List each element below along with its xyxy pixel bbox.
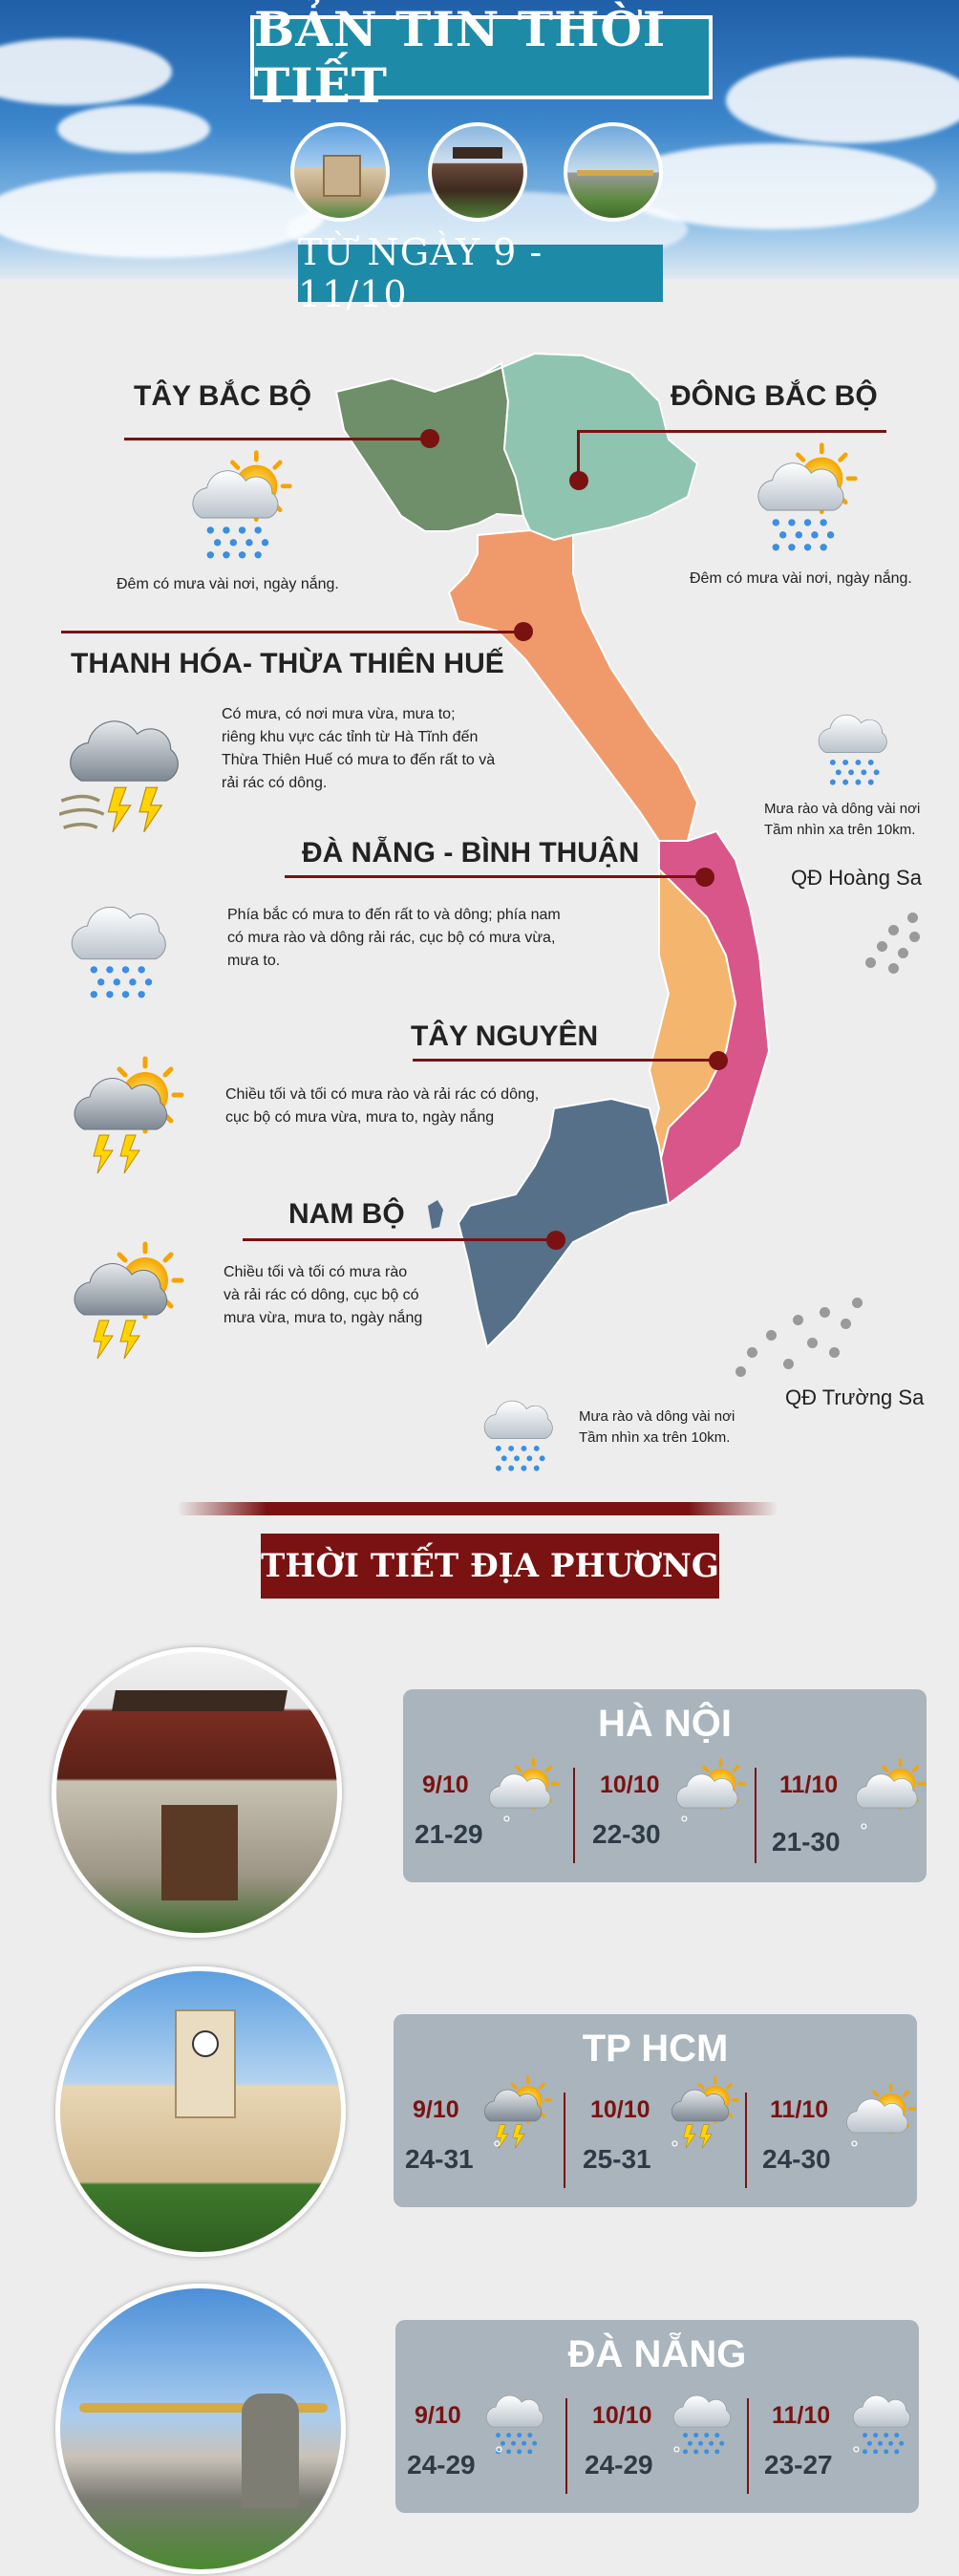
forecast-day (573, 2393, 745, 2498)
degree-symbol: ° (860, 1819, 868, 1843)
city-card-tp-hcm (394, 2014, 917, 2207)
forecast-temp: 24-31 (405, 2144, 474, 2174)
storm-wind-icon (59, 694, 193, 839)
region-marker (514, 622, 533, 641)
forecast-day (581, 1762, 753, 1867)
leader-line (61, 631, 522, 633)
truong-sa-island (820, 1307, 830, 1318)
leader-line (285, 875, 705, 878)
degree-symbol: ° (671, 2136, 679, 2160)
degree-symbol: ° (852, 2442, 861, 2466)
hoang-sa-island (865, 957, 876, 968)
island-label-truong-sa: QĐ Trường Sa (785, 1385, 925, 1409)
region-marker (695, 868, 714, 887)
sun-rain-icon (735, 441, 869, 556)
sun-cloud-icon (485, 1752, 562, 1815)
forecast-date: 10/10 (590, 2096, 650, 2123)
region-marker (569, 471, 588, 490)
region-title-nam-bo: NAM BỘ (288, 1198, 405, 1230)
degree-symbol: ° (502, 1812, 511, 1835)
hoang-sa-island (898, 948, 908, 958)
region-title-tay-bac-bo: TÂY BẮC BỘ (134, 380, 312, 412)
heavy-rain-icon (57, 889, 183, 1003)
rain-icon (804, 698, 904, 789)
degree-symbol: ° (672, 2442, 681, 2466)
island-desc-truong-sa: Mưa rào và dông vài nơi Tầm nhìn xa trên 10km. (579, 1408, 735, 1446)
region-title-dong-bac-bo: ĐÔNG BẮC BỘ (671, 380, 878, 412)
truong-sa-island (793, 1315, 803, 1325)
hoang-sa-island (877, 941, 887, 952)
truong-sa-island (735, 1366, 746, 1377)
region-desc-tay-bac-bo: Đêm có mưa vài nơi, ngày nắng. (117, 576, 339, 592)
forecast-day (760, 1762, 932, 1867)
forecast-day (751, 2087, 923, 2192)
degree-symbol: ° (495, 2442, 503, 2466)
sun-thunderstorm-icon (55, 1055, 189, 1179)
region-title-thanh-hoa-hue: THANH HÓA- THỪA THIÊN HUẾ (71, 648, 504, 679)
truong-sa-island (829, 1347, 840, 1358)
date-range: TỪ NGÀY 9 - 11/10 (298, 231, 543, 315)
city-name: HÀ NỘI (598, 1703, 732, 1745)
region-marker (420, 429, 439, 448)
sun-cloud-icon (672, 1752, 749, 1815)
rain-icon (478, 2381, 554, 2458)
leader-line (577, 430, 886, 433)
forecast-day (403, 1762, 575, 1867)
forecast-date: 9/10 (422, 1771, 469, 1798)
forecast-date: 10/10 (600, 1771, 660, 1798)
region-desc-thanh-hoa-hue: Có mưa, có nơi mưa vừa, mưa to; riêng khu vực các tỉnh từ Hà Tĩnh đến Thừa Thiên Huế có mưa to đến rất to và rải rác có dông. (222, 706, 496, 791)
page-title: BẢN TIN THỜI TIẾT (254, 1, 667, 114)
map-region-phu-quoc (428, 1200, 443, 1229)
forecast-day (394, 2087, 565, 2192)
region-marker (546, 1231, 565, 1250)
degree-symbol: ° (493, 2136, 501, 2160)
hoang-sa-island (888, 925, 899, 935)
region-desc-dong-bac-bo: Đêm có mưa vài nơi, ngày nắng. (690, 570, 912, 587)
forecast-temp: 21-30 (772, 1827, 841, 1857)
forecast-temp: 24-29 (407, 2450, 476, 2479)
column-separator (755, 1768, 757, 1863)
truong-sa-island (852, 1298, 863, 1308)
column-separator (745, 2093, 747, 2188)
forecast-date: 11/10 (770, 2096, 829, 2123)
column-separator (747, 2398, 749, 2494)
forecast-temp: 21-29 (415, 1819, 483, 1849)
sun-rain-icon (170, 449, 304, 564)
leader-line (413, 1059, 718, 1062)
degree-symbol: ° (850, 2136, 859, 2160)
forecast-date: 10/10 (592, 2402, 652, 2429)
forecast-temp: 24-29 (585, 2450, 653, 2479)
forecast-day (395, 2393, 567, 2498)
truong-sa-island (841, 1319, 851, 1329)
region-desc-da-nang-binh-thuan: Phía bắc có mưa to đến rất to và dông; phía nam có mưa rào và dông rải rác, cục bộ có mưa vừa, mưa to. (227, 907, 561, 969)
forecast-temp: 23-27 (764, 2450, 833, 2479)
tp-hcm-photo (55, 1966, 346, 2257)
section-divider (177, 1502, 778, 1515)
hoang-sa-island (907, 912, 918, 923)
forecast-date: 11/10 (772, 2402, 831, 2429)
forecast-date: 11/10 (779, 1771, 839, 1798)
hoang-sa-island (909, 932, 920, 942)
sun-cloud-icon (842, 2077, 919, 2140)
forecast-temp: 24-30 (762, 2144, 831, 2174)
island-label-hoang-sa: QĐ Hoàng Sa (791, 866, 922, 890)
hoang-sa-island (888, 963, 899, 974)
region-desc-tay-nguyen: Chiều tối và tối có mưa rào và rải rác có dông, cục bộ có mưa vừa, mưa to, ngày nắng (225, 1086, 540, 1126)
city-name: TP HCM (582, 2028, 729, 2070)
truong-sa-island (783, 1359, 794, 1369)
forecast-temp: 22-30 (592, 1819, 661, 1849)
forecast-date: 9/10 (415, 2402, 461, 2429)
forecast-date: 9/10 (413, 2096, 459, 2123)
sun-cloud-icon (852, 1752, 928, 1815)
region-title-da-nang-binh-thuan: ĐÀ NẴNG - BÌNH THUẬN (302, 837, 640, 869)
island-desc-hoang-sa: Mưa rào và dông vài nơi Tầm nhìn xa trên 10km. (764, 801, 921, 838)
forecast-day (753, 2393, 925, 2498)
column-separator (564, 2093, 565, 2188)
column-separator (573, 1768, 575, 1863)
da-nang-photo (55, 2284, 346, 2574)
rain-icon (470, 1384, 569, 1475)
region-desc-nam-bo: Chiều tối và tối có mưa rào và rải rác có dông, cục bộ có mưa vừa, mưa to, ngày nắng (224, 1264, 423, 1326)
sun-thunderstorm-icon (55, 1240, 189, 1364)
local-weather-banner (261, 1534, 719, 1599)
forecast-day (571, 2087, 743, 2192)
truong-sa-island (766, 1330, 777, 1341)
column-separator (565, 2398, 567, 2494)
city-name: ĐÀ NẴNG (567, 2333, 747, 2375)
city-card-da-nang (395, 2320, 919, 2513)
region-marker (709, 1051, 728, 1070)
sun-thunderstorm-icon (476, 2075, 552, 2152)
local-weather-title: THỜI TIẾT ĐỊA PHƯƠNG (261, 1547, 719, 1585)
region-title-tay-nguyen: TÂY NGUYÊN (411, 1020, 599, 1052)
truong-sa-island (747, 1347, 757, 1358)
forecast-temp: 25-31 (583, 2144, 651, 2174)
truong-sa-island (807, 1338, 818, 1348)
leader-line (124, 438, 430, 440)
city-card-ha-noi (403, 1689, 927, 1882)
ha-noi-photo (52, 1647, 342, 1938)
degree-symbol: ° (680, 1812, 689, 1835)
leader-line (243, 1238, 558, 1241)
